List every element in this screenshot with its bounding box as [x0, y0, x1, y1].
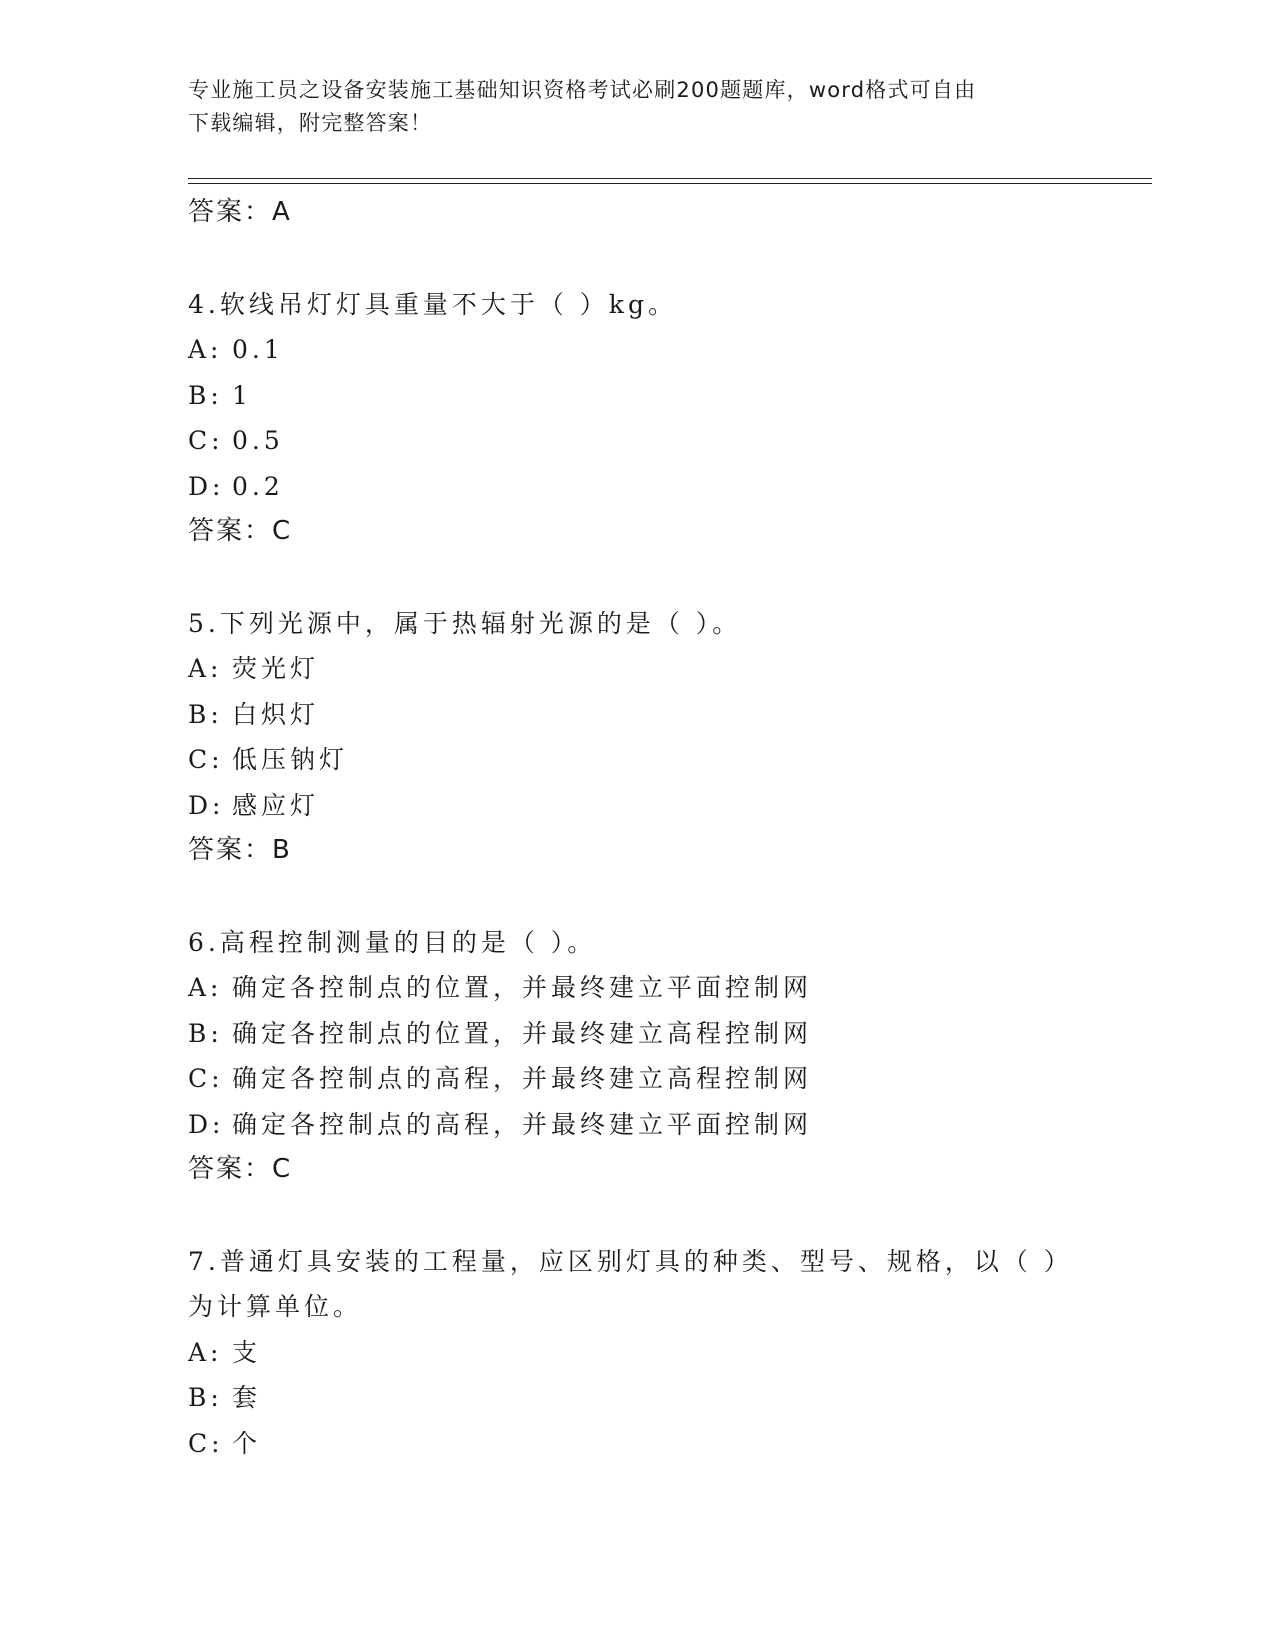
header-title-line-2: 下载编辑，附完整答案！	[188, 111, 433, 135]
spacer	[188, 236, 1088, 282]
option-letter: C:	[188, 1064, 224, 1093]
question-6	[188, 920, 1088, 1193]
option-text: 确定各控制点的位置，并最终建立高程控制网	[232, 1018, 813, 1048]
option-text: 确定各控制点的位置，并最终建立平面控制网	[232, 973, 813, 1002]
option-text: 0.1	[232, 335, 284, 364]
option-text: 感应灯	[232, 790, 320, 820]
answer-q4: 答案：C	[188, 516, 293, 546]
option-text: 白炽灯	[232, 699, 320, 729]
option-text: 0.2	[232, 471, 284, 501]
option-a	[188, 1330, 1088, 1376]
option-text: 1	[232, 380, 252, 410]
option-b	[188, 692, 1088, 738]
option-letter: A:	[188, 973, 223, 1002]
option-letter: B:	[188, 380, 223, 410]
header-divider-bottom	[188, 183, 1152, 184]
answer-q6: 答案：C	[188, 1154, 293, 1184]
question-list	[188, 190, 1088, 1466]
option-text: 个	[232, 1428, 262, 1458]
option-c	[188, 1421, 1088, 1467]
spacer	[188, 555, 1088, 601]
question-stem: 6.高程控制测量的目的是（ ）。	[188, 927, 597, 957]
document-header	[188, 74, 1068, 140]
header-title-line-1: 专业施工员之设备安装施工基础知识资格考试必刷200题题库，word格式可自由	[188, 78, 977, 102]
option-a	[188, 327, 1088, 373]
option-c	[188, 418, 1088, 464]
question-stem: 4.软线吊灯灯具重量不大于（ ）kg。	[188, 289, 677, 319]
spacer	[188, 874, 1088, 920]
option-c	[188, 737, 1088, 783]
header-divider-top	[188, 178, 1152, 179]
question-4	[188, 282, 1088, 555]
question-7	[188, 1239, 1088, 1467]
option-letter: A:	[188, 1337, 223, 1367]
option-letter: C:	[188, 426, 224, 455]
option-letter: B:	[188, 699, 223, 729]
option-text: 确定各控制点的高程，并最终建立高程控制网	[232, 1064, 813, 1093]
option-letter: B:	[188, 1018, 223, 1048]
question-stem-line-1: 7.普通灯具安装的工程量，应区别灯具的种类、型号、规格，以（ ）	[188, 1246, 1073, 1276]
option-text: 荧光灯	[232, 654, 320, 683]
option-letter: D:	[188, 1109, 225, 1139]
spacer	[188, 1193, 1088, 1239]
option-text: 套	[232, 1383, 262, 1412]
option-d	[188, 1102, 1088, 1148]
question-stem: 5.下列光源中，属于热辐射光源的是（ ）。	[188, 608, 742, 638]
option-text: 支	[232, 1337, 262, 1367]
option-a	[188, 646, 1088, 692]
option-letter: A:	[188, 654, 223, 683]
option-c	[188, 1056, 1088, 1102]
answer-q5: 答案：B	[188, 835, 292, 865]
option-letter: B:	[188, 1383, 223, 1412]
option-text: 0.5	[232, 426, 284, 455]
option-letter: C:	[188, 1428, 224, 1458]
option-text: 低压钠灯	[232, 745, 349, 774]
option-letter: D:	[188, 471, 225, 501]
option-a	[188, 965, 1088, 1011]
option-b	[188, 1011, 1088, 1057]
question-stem-line-2: 为计算单位。	[188, 1292, 363, 1321]
question-5	[188, 601, 1088, 874]
option-d	[188, 464, 1088, 510]
option-b	[188, 373, 1088, 419]
option-text: 确定各控制点的高程，并最终建立平面控制网	[232, 1109, 813, 1139]
option-letter: D:	[188, 790, 225, 820]
option-letter: C:	[188, 745, 224, 774]
option-b	[188, 1375, 1088, 1421]
answer-q3: 答案：A	[188, 197, 292, 227]
option-d	[188, 783, 1088, 829]
option-letter: A:	[188, 335, 223, 364]
